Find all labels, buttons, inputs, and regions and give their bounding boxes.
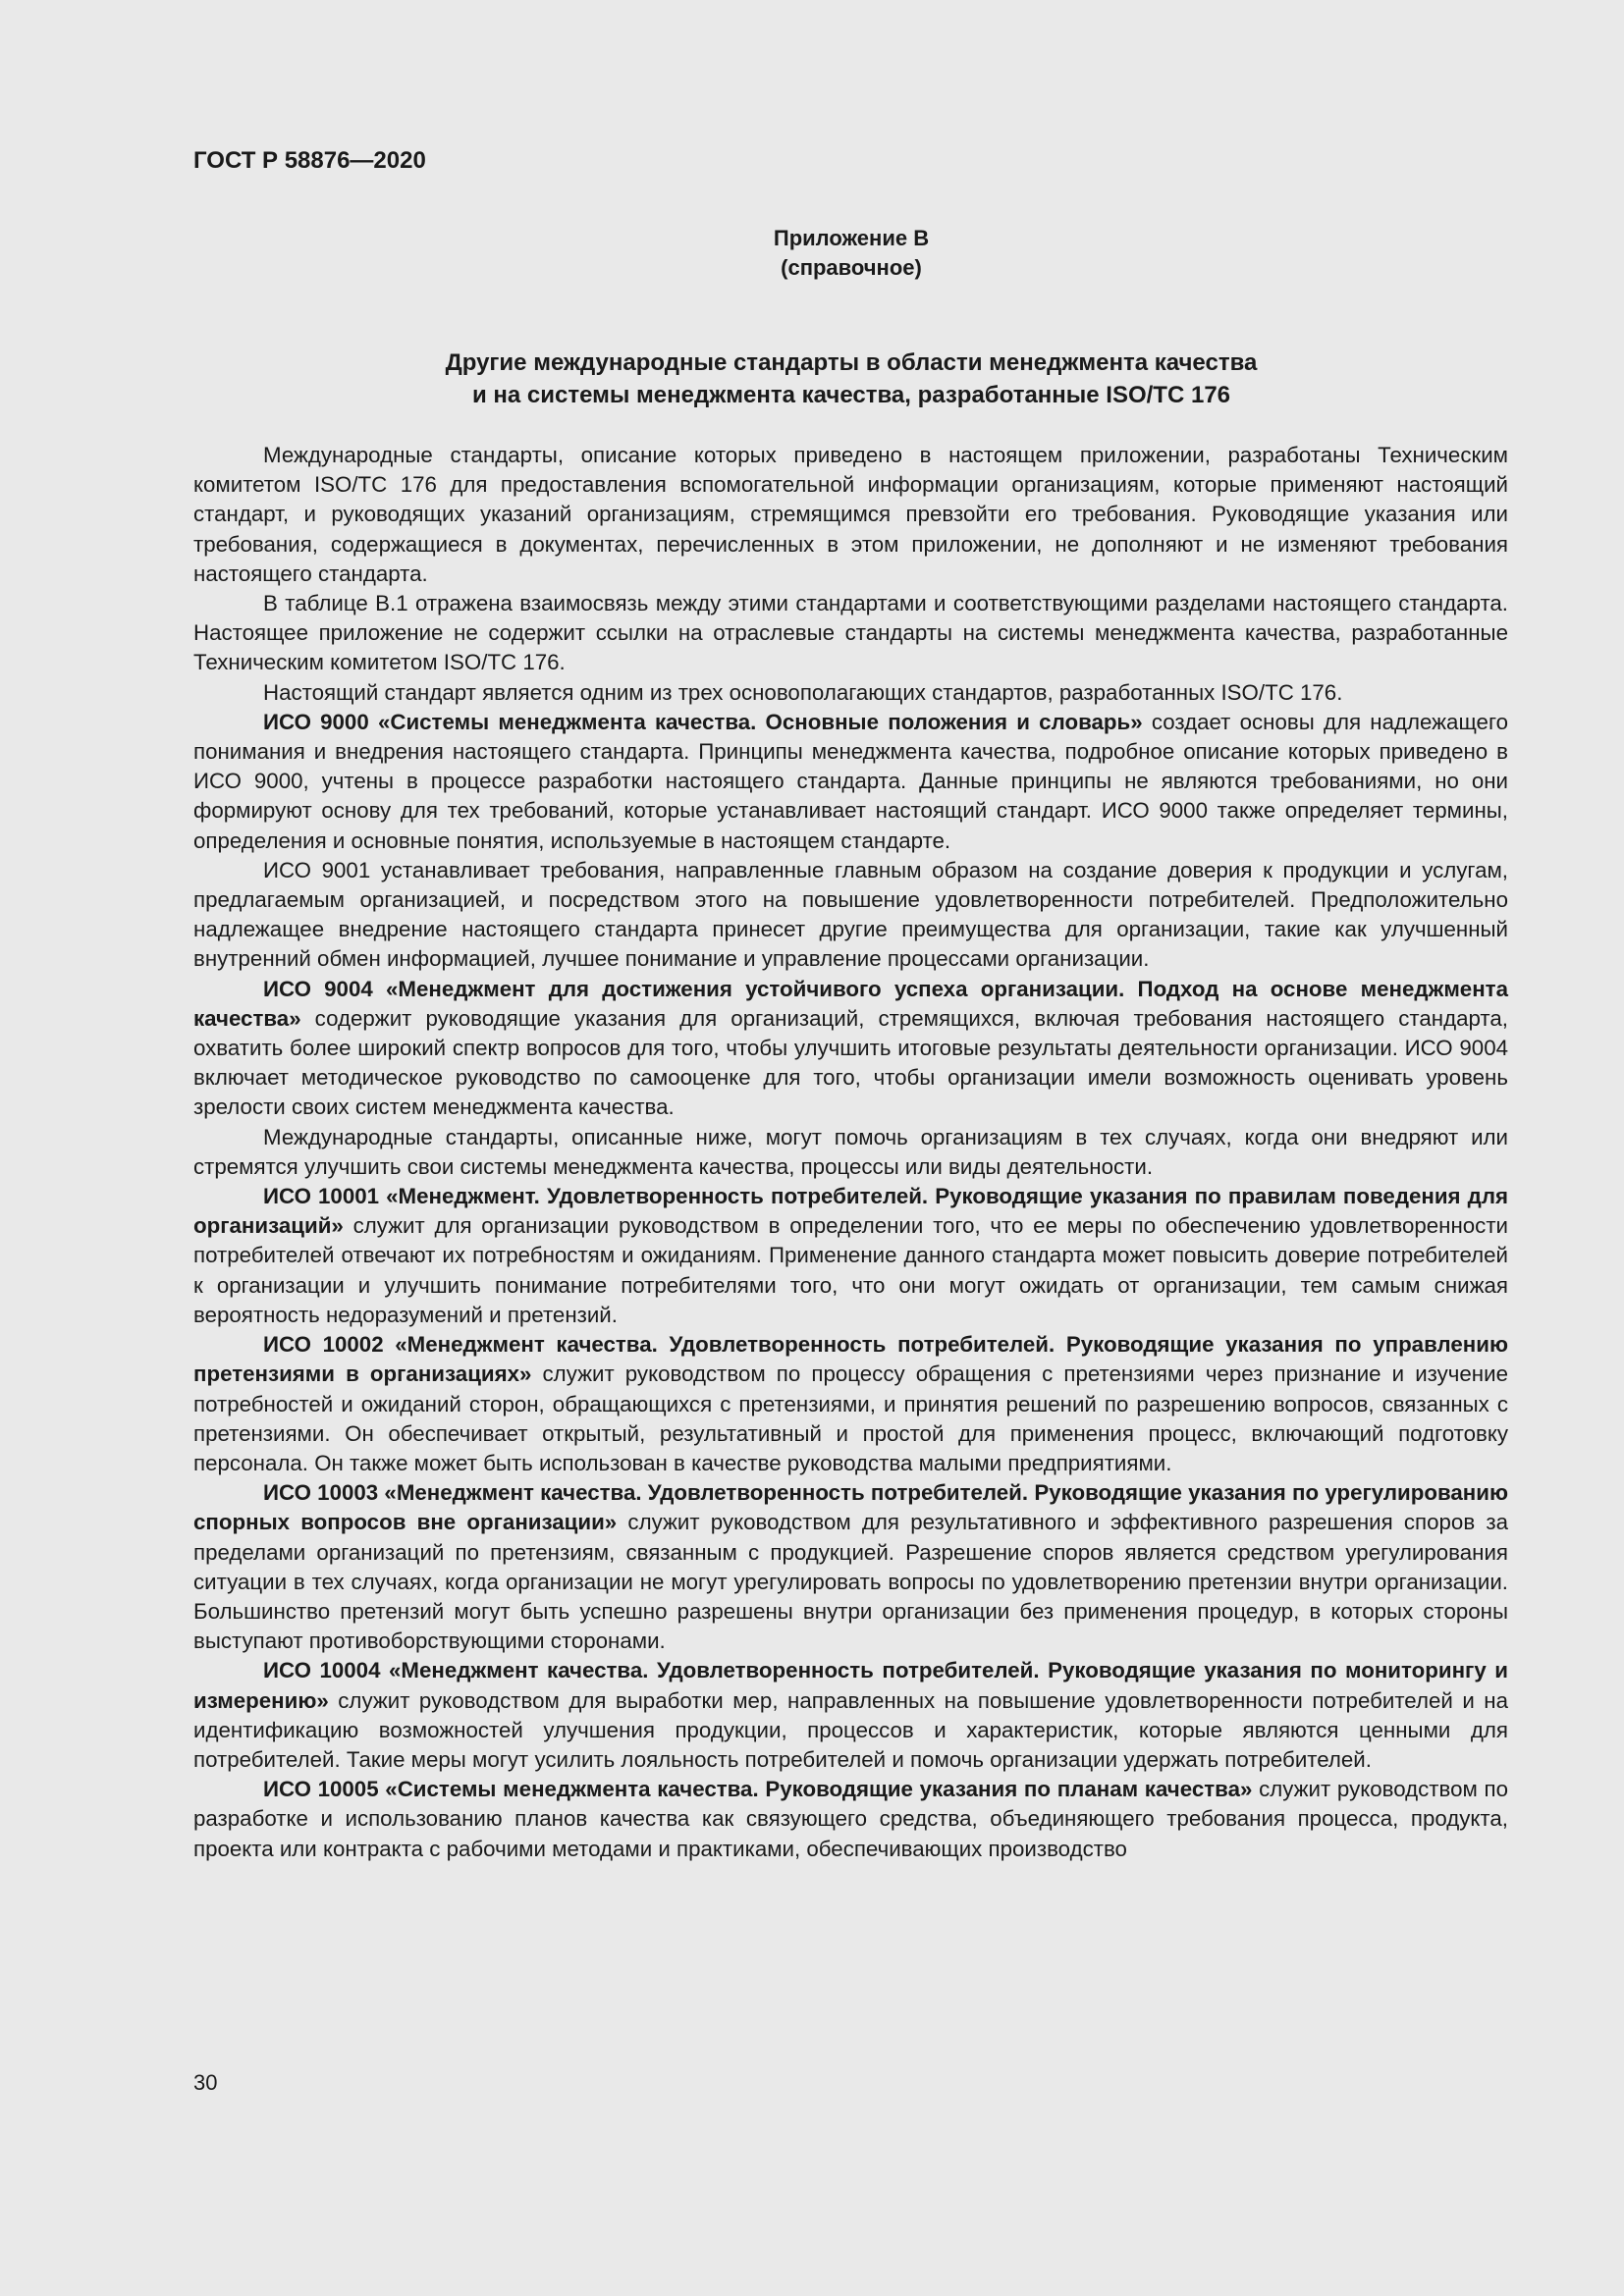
annex-label: Приложение В [773, 226, 930, 250]
annex-body [193, 441, 1508, 1864]
standard-title: ИСО 9000 «Системы менеджмента качества. Основные положения и словарь» [263, 709, 1143, 734]
paragraph: В таблице В.1 отражена взаимосвязь между этими стандартами и соответствующими разделами настоящего стандарта. Настоящее приложение не содержит ссылки на отраслевые стандарты на системы менеджмента качества, разработанные Техническим комитетом ISO/TC 176. [193, 591, 1508, 675]
document-code: ГОСТ Р 58876—2020 [193, 147, 426, 174]
standard-title: ИСО 10002 «Менеджмент качества. Удовлетворенность потребителей. Руководящие указания по управлению претензиями в организациях» [193, 1332, 1508, 1387]
paragraph-iso-9001: ИСО 9001 устанавливает требования, направленные главным образом на создание доверия к продукции и услугам, предлагаемым организацией, и посредством этого на повышение удовлетворенности потребителей. Предположительно надлежащее внедрение настоящего стандарта принесет другие преимущества для организации, такие как улучшенный внутренний обмен информацией, лучшее понимание и управление процессами организации. [193, 857, 1508, 972]
paragraph-iso-10002: ИСО 10002 «Менеджмент качества. Удовлетворенность потребителей. Руководящие указания по управлению претензиями в организациях» служит руководством по процессу обращения с претензиями через признание и изучение потребностей и ожиданий сторон, обращающихся с претензиями, и принятия решений по разрешению вопросов, связанных с претензиями. Он обеспечивает открытый, результативный и простой для применения процесс, включающий подготовку персонала. Он также может быть использован в качестве руководства малыми предприятиями. [193, 1332, 1508, 1475]
annex-title-line-2: и на системы менеджмента качества, разработанные ISO/TC 176 [471, 382, 1231, 408]
paragraph: Настоящий стандарт является одним из трех основополагающих стандартов, разработанных ISO/TC 176. [263, 679, 1343, 705]
paragraph-iso-9000: ИСО 9000 «Системы менеджмента качества. Основные положения и словарь» создает основы для надлежащего понимания и внедрения настоящего стандарта. Принципы менеджмента качества, подробное описание которых приведено в ИСО 9000, учтены в процессе разработки настоящего стандарта. Данные принципы не являются требованиями, но они формируют основу для тех требований, которые устанавливает настоящий стандарт. ИСО 9000 также определяет термины, определения и основные понятия, используемые в настоящем стандарте. [193, 709, 1508, 853]
paragraph-iso-10005: ИСО 10005 «Системы менеджмента качества. Руководящие указания по планам качества» служит руководством по разработке и использованию планов качества как связующего средства, объединяющего требования процесса, продукта, проекта или контракта с рабочими методами и практиками, обеспечивающих производство [193, 1777, 1508, 1861]
paragraph-iso-10004: ИСО 10004 «Менеджмент качества. Удовлетворенность потребителей. Руководящие указания по мониторингу и измерению» служит руководством для выработки мер, направленных на повышение удовлетворенности потребителей и на идентификацию возможностей улучшения продукции, процессов и характеристик, которые являются ценными для потребителей. Такие меры могут усилить лояльность потребителей и помочь организации удержать потребителей. [193, 1658, 1508, 1772]
page-number: 30 [193, 2070, 218, 2095]
paragraph: Международные стандарты, описанные ниже, могут помочь организациям в тех случаях, когда они внедряют или стремятся улучшить свои системы менеджмента качества, процессы или виды деятельности. [193, 1124, 1508, 1179]
standard-title: ИСО 10004 «Менеджмент качества. Удовлетворенность потребителей. Руководящие указания по мониторингу и измерению» [193, 1658, 1508, 1713]
standard-title: ИСО 10001 «Менеджмент. Удовлетворенность потребителей. Руководящие указания по правилам поведения для организаций» [193, 1184, 1508, 1239]
annex-heading [193, 224, 1509, 283]
annex-title-line-1: Другие международные стандарты в области менеджмента качества [445, 349, 1258, 376]
standard-title: ИСО 9004 «Менеджмент для достижения устойчивого успеха организации. Подход на основе менеджмента качества» [193, 976, 1508, 1031]
paragraph-iso-10003: ИСО 10003 «Менеджмент качества. Удовлетворенность потребителей. Руководящие указания по урегулированию спорных вопросов вне организации» служит руководством для результативного и эффективного разрешения споров за пределами организаций по претензиям, связанным с продукцией. Разрешение споров является средством урегулирования ситуации в тех случаях, когда организации не могут урегулировать вопросы по удовлетворению претензии внутри организации. Большинство претензий могут быть успешно разрешены внутри организации без применения процедур, в которых стороны выступают противоборствующими сторонами. [193, 1480, 1509, 1654]
annex-title [193, 347, 1509, 411]
annex-type: (справочное) [781, 255, 922, 280]
paragraph: Международные стандарты, описание которых приведено в настоящем приложении, разработаны Техническим комитетом ISO/TC 176 для предоставления вспомогательной информации организациям, которые применяют настоящий стандарт, и руководящих указаний организациям, стремящимся превзойти его требования. Руководящие указания или требования, содержащиеся в документах, перечисленных в этом приложении, не дополняют и не изменяют требования настоящего стандарта. [193, 443, 1508, 586]
paragraph-iso-9004: ИСО 9004 «Менеджмент для достижения устойчивого успеха организации. Подход на основе менеджмента качества» содержит руководящие указания для организаций, стремящихся, включая требования настоящего стандарта, охватить более широкий спектр вопросов для того, чтобы улучшить итоговые результаты деятельности организации. ИСО 9004 включает методическое руководство по самооценке для того, чтобы организации имели возможность оценивать уровень зрелости своих систем менеджмента качества. [193, 976, 1508, 1120]
standard-title: ИСО 10003 «Менеджмент качества. Удовлетворенность потребителей. Руководящие указания по урегулированию спорных вопросов вне организации» [193, 1480, 1508, 1535]
paragraph-iso-10001: ИСО 10001 «Менеджмент. Удовлетворенность потребителей. Руководящие указания по правилам поведения для организаций» служит для организации руководством в определении того, что ее меры по обеспечению удовлетворенности потребителей отвечают их потребностям и ожиданиям. Применение данного стандарта может повысить доверие потребителей к организации и улучшить понимание потребителями того, что они могут ожидать от организации, тем самым снижая вероятность недоразумений и претензий. [193, 1184, 1508, 1327]
standard-title: ИСО 10005 «Системы менеджмента качества. Руководящие указания по планам качества» [263, 1777, 1253, 1802]
